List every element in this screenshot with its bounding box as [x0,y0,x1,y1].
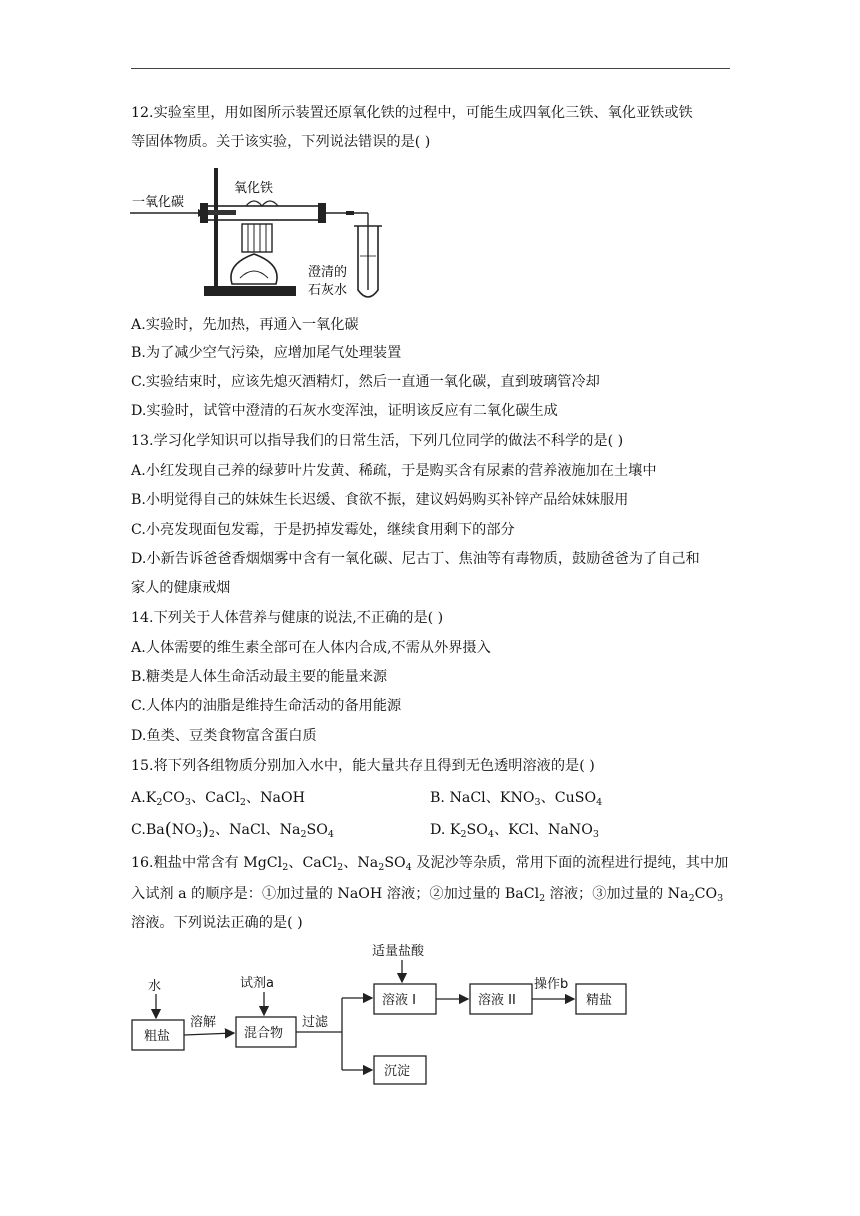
fe2o3-label: 氧化铁 [234,181,274,196]
flow-filter: 过滤 [302,1015,329,1030]
salt-purification-flowchart [126,940,636,1090]
flow-solution-1: 溶液 I [382,993,416,1008]
q14-option-b: B.糖类是人体生命活动最主要的能量来源 [131,669,388,685]
q13-option-d-continued: 家人的健康戒烟 [131,580,231,596]
q16-stem-line2: 入试剂 a 的顺序是：①加过量的 NaOH 溶液；②加过量的 BaCl$_2$ 溶液；③加过量的 $Na_2CO_3$ [131,886,724,904]
q15-option-d: D. $K_2SO_4$、KCl、NaNO$_3$ [430,822,599,840]
q12-option-d: D.实验时，试管中澄清的石灰水变浑浊，证明该反应有二氧化碳生成 [131,403,558,419]
q12-option-b: B.为了减少空气污染，应增加尾气处理装置 [131,345,402,361]
limewater-label-line2: 石灰水 [308,283,348,298]
limewater-label-line1: 澄清的 [308,265,348,280]
q15-option-c: $C.Ba(NO_3)_2$、NaCl、$Na_2SO_4$ [131,819,334,840]
flow-precipitate: 沉淀 [384,1064,411,1079]
q12-option-c: C.实验结束时，应该先熄灭酒精灯，然后一直通一氧化碳，直到玻璃管冷却 [131,374,600,390]
flow-mixture: 混合物 [244,1026,284,1041]
flow-operation-b: 操作b [534,977,569,992]
co-label: 一氧化碳 [132,195,185,210]
q13-option-d: D.小新告诉爸爸香烟烟雾中含有一氧化碳、尼古丁、焦油等有毒物质，鼓励爸爸为了自己和 [131,551,700,567]
q13-option-a: A.小红发现自己养的绿萝叶片发黄、稀疏，于是购买含有尿素的营养液施加在土壤中 [131,463,657,479]
flow-crude-salt: 粗盐 [144,1029,171,1044]
flow-hcl: 适量盐酸 [372,944,425,959]
flow-refined-salt: 精盐 [586,993,613,1008]
flow-dissolve: 溶解 [190,1015,217,1030]
q16-stem-line1: 16.粗盐中常含有 MgCl$_2$、CaCl$_2$、$Na_2SO_4$ 及泥沙等杂质，常用下面的流程进行提纯，其中加 [131,855,729,873]
q12-option-a: A.实验时，先加热，再通入一氧化碳 [131,317,359,333]
q13-stem: 13.学习化学知识可以指导我们的日常生活，下列几位同学的做法不科学的是( ) [131,433,624,449]
q12-stem-line1: 12.实验室里，用如图所示装置还原氧化铁的过程中，可能生成四氧化三铁、氧化亚铁或铁 [131,105,693,121]
q13-option-c: C.小亮发现面包发霉，于是扔掉发霉处，继续食用剩下的部分 [131,522,515,538]
co-reduction-apparatus-figure [128,160,398,308]
q14-stem: 14.下列关于人体营养与健康的说法,不正确的是( ) [131,610,444,626]
q16-stem-line3: 溶液。下列说法正确的是( ) [131,915,303,931]
q14-option-a: A.人体需要的维生素全部可在人体内合成,不需从外界摄入 [131,640,491,656]
flow-solution-2: 溶液 II [478,993,516,1008]
flow-reagent-a: 试剂a [240,976,274,991]
q14-option-d: D.鱼类、豆类食物富含蛋白质 [131,728,317,744]
q15-option-a: $A.K_2CO_3$、CaCl$_2$、NaOH [131,790,305,808]
q13-option-b: B.小明觉得自己的妹妹生长迟缓、食欲不振，建议妈妈购买补锌产品给妹妹服用 [131,492,629,508]
q15-option-b: B. NaCl、$KNO_3$、CuSO$_4$ [430,790,603,808]
header-rule [131,68,730,69]
q14-option-c: C.人体内的油脂是维持生命活动的备用能源 [131,698,402,714]
q15-stem: 15.将下列各组物质分别加入水中，能大量共存且得到无色透明溶液的是( ) [131,758,595,774]
flow-water: 水 [148,979,162,994]
q12-stem-line2: 等固体物质。关于该实验，下列说法错误的是( ) [131,134,431,150]
